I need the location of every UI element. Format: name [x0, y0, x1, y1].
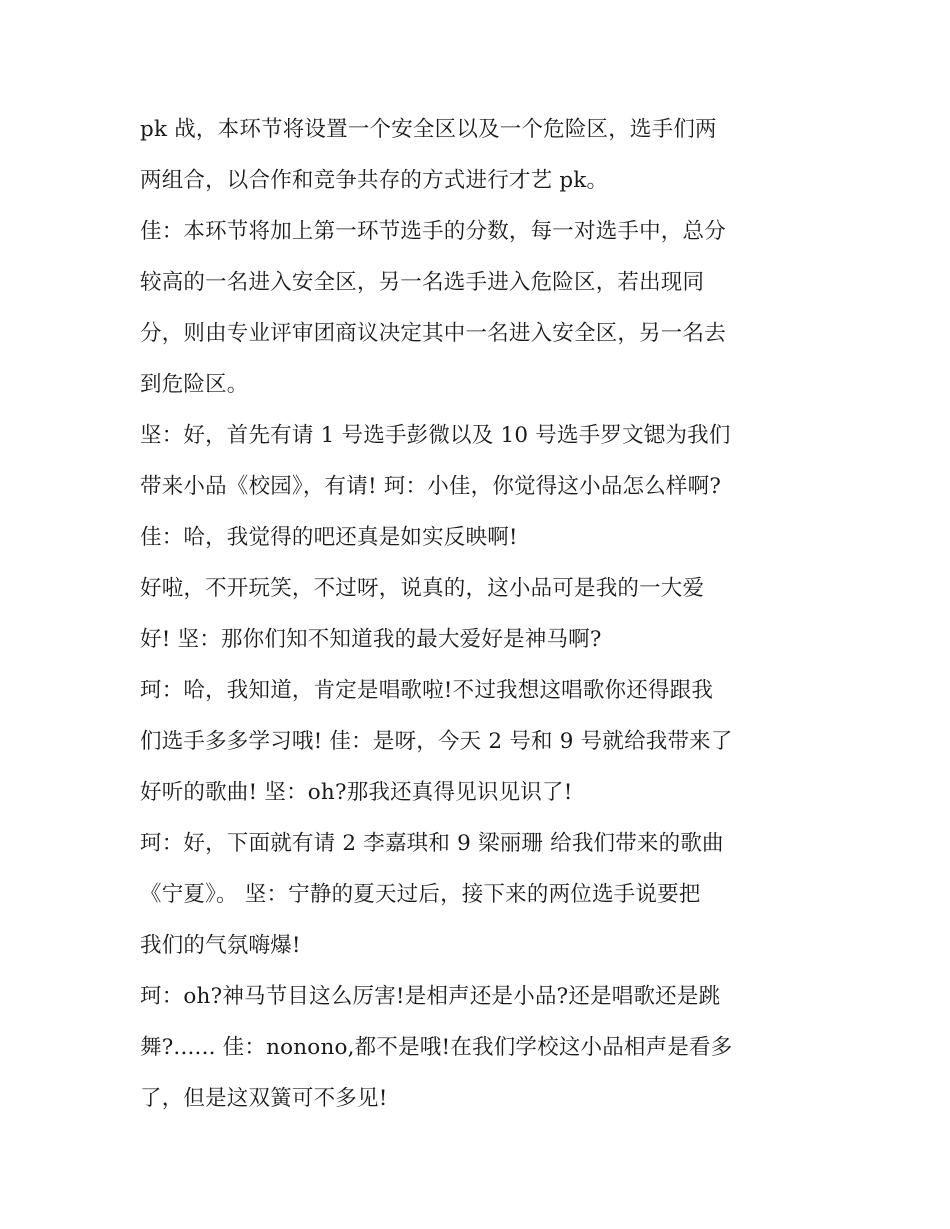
text-line: 两组合，以合作和竞争共存的方式进行才艺 pk。: [140, 168, 609, 193]
text-line: 珂：好，下面就有请 2 李嘉琪和 9 梁丽珊 给我们带来的歌曲: [140, 831, 724, 856]
text-line: 到危险区。: [140, 372, 249, 397]
document-body: [140, 104, 820, 1124]
text-line: 珂：哈，我知道，肯定是唱歌啦!不过我想这唱歌你还得跟我: [140, 678, 714, 703]
text-line: 佳：哈，我觉得的吧还真是如实反映啊!: [140, 525, 518, 550]
text-line: 佳：本环节将加上第一环节选手的分数，每一对选手中，总分: [140, 219, 726, 244]
text-line: 珂：oh?神马节目这么厉害!是相声还是小品?还是唱歌还是跳: [140, 984, 721, 1009]
text-line: 我们的气氛嗨爆!: [140, 933, 301, 958]
text-line: 好! 坚：那你们知不知道我的最大爱好是神马啊?: [140, 627, 602, 652]
text-line: 分，则由专业评审团商议决定其中一名进入安全区，另一名去: [140, 321, 726, 346]
text-line: 好听的歌曲! 坚：oh?那我还真得见识见识了!: [140, 780, 573, 805]
text-line: 好啦，不开玩笑，不过呀，说真的，这小品可是我的一大爱: [140, 576, 705, 601]
text-line: 较高的一名进入安全区，另一名选手进入危险区，若出现同: [140, 270, 705, 295]
text-line: 了，但是这双簧可不多见!: [140, 1086, 388, 1111]
text-line: 带来小品《校园》，有请! 珂：小佳，你觉得这小品怎么样啊?: [140, 474, 722, 499]
text-line: 《宁夏》。 坚：宁静的夏天过后，接下来的两位选手说要把: [140, 882, 701, 907]
text-line: 舞?...... 佳：nonono,都不是哦!在我们学校这小品相声是看多: [140, 1035, 733, 1060]
text-line: 们选手多多学习哦! 佳：是呀，今天 2 号和 9 号就给我带来了: [140, 729, 733, 754]
text-line: 坚：好，首先有请 1 号选手彭微以及 10 号选手罗文锶为我们: [140, 423, 731, 448]
text-line: pk 战，本环节将设置一个安全区以及一个危险区，选手们两: [140, 117, 717, 142]
